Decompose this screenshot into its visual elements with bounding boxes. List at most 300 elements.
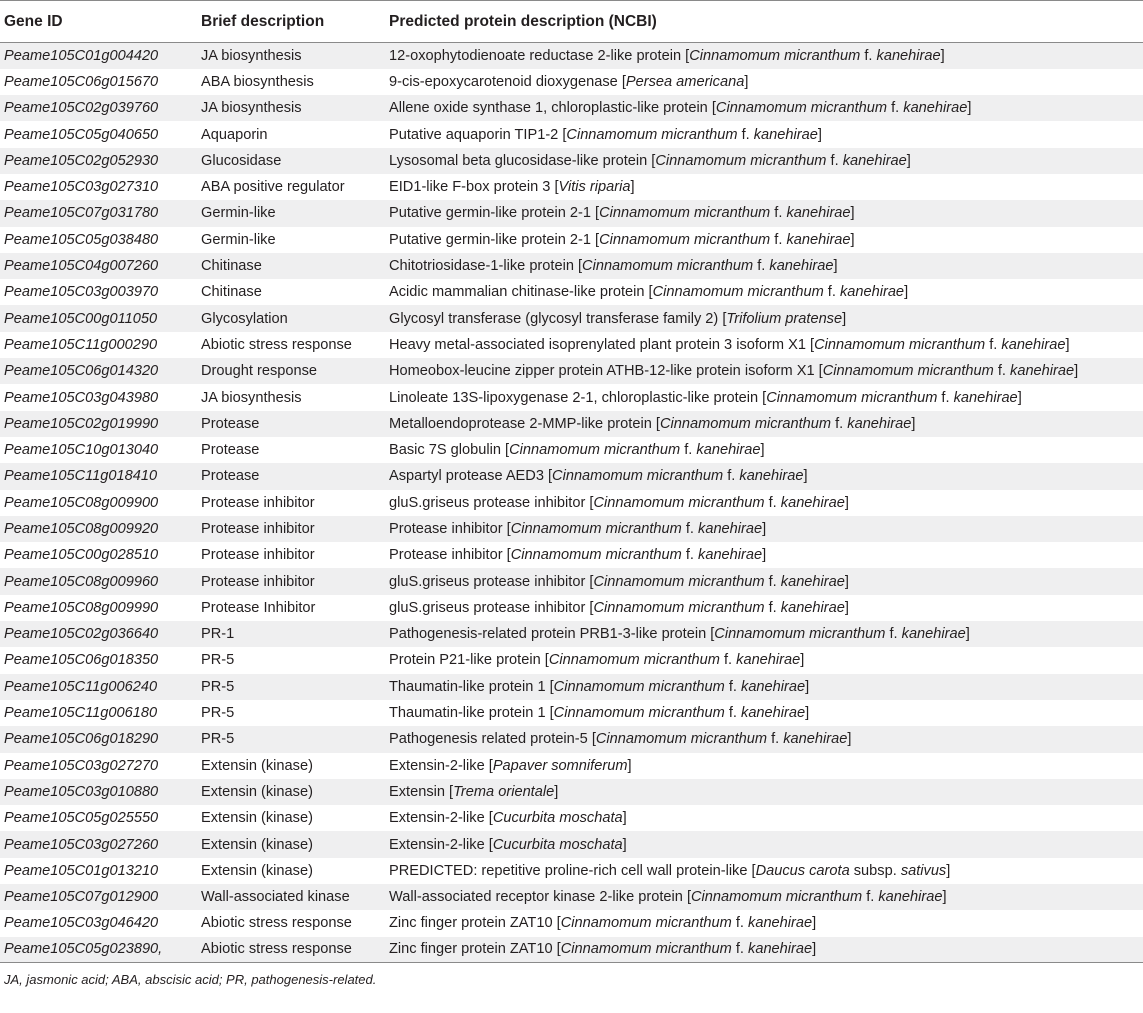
gene-id-cell: Peame105C06g018290 <box>4 731 159 748</box>
brief-description-cell: Chitinase <box>201 258 262 275</box>
protein-name: Zinc finger protein ZAT10 [ <box>389 915 561 932</box>
table-row <box>0 411 1143 437</box>
protein-name: Aspartyl protease AED3 [ <box>389 468 553 485</box>
taxon-rank: f. <box>770 231 787 248</box>
table-row <box>0 463 1143 489</box>
gene-id-cell: Peame105C01g004420 <box>4 47 159 64</box>
closing-bracket: ] <box>1065 336 1070 353</box>
taxon-rank: f. <box>680 442 697 459</box>
protein-name: Allene oxide synthase 1, chloroplastic-like protein [ <box>389 100 716 117</box>
protein-description-cell <box>383 227 1143 253</box>
closing-bracket: ] <box>622 836 627 853</box>
taxon-rank: f. <box>764 599 781 616</box>
protein-description-cell <box>383 568 1143 594</box>
table-row <box>0 910 1143 936</box>
taxon-rank: f. <box>826 152 843 169</box>
protein-name: Protease inhibitor [ <box>389 520 511 537</box>
brief-description-cell: Abiotic stress response <box>201 915 352 932</box>
table-footnote: JA, jasmonic acid; ABA, abscisic acid; PR, pathogenesis-related. <box>4 972 377 988</box>
closing-bracket: ] <box>812 941 817 958</box>
protein-description-cell <box>383 831 1143 857</box>
table-row <box>0 305 1143 331</box>
species-name: Cinnamomum micranthum <box>566 126 738 143</box>
brief-description-cell: PR-1 <box>201 626 235 643</box>
closing-bracket: ] <box>844 494 849 511</box>
species-name: Cinnamomum micranthum <box>552 468 724 485</box>
protein-description-cell <box>383 305 1143 331</box>
infraspecific-name: kanehirae <box>739 468 804 485</box>
brief-description-cell: Protease Inhibitor <box>201 599 316 616</box>
protein-description-cell <box>383 910 1143 936</box>
gene-id-cell: Peame105C11g000290 <box>4 336 158 353</box>
taxon-rank: f. <box>753 258 770 275</box>
species-name: Cinnamomum micranthum <box>652 284 824 301</box>
brief-description-cell: Abiotic stress response <box>197 937 383 963</box>
infraspecific-name: kanehirae <box>876 47 941 64</box>
brief-description-cell: Wall-associated kinase <box>201 889 350 906</box>
table-row <box>0 200 1143 226</box>
protein-name: Protein P21-like protein [ <box>389 652 549 669</box>
protein-name: Basic 7S globulin [ <box>389 442 510 459</box>
taxon-rank: f. <box>731 915 749 932</box>
closing-bracket: ] <box>965 626 970 643</box>
protein-description-cell <box>383 411 1143 437</box>
gene-id-cell: Peame105C02g036640 <box>4 626 159 643</box>
table-row <box>0 858 1143 884</box>
brief-description-cell: Germin-like <box>201 231 276 248</box>
protein-name: Pathogenesis-related protein PRB1-3-like protein [ <box>389 626 715 643</box>
protein-description-cell <box>383 463 1143 489</box>
species-name: Cinnamomum micranthum <box>548 652 720 669</box>
table-row <box>0 227 1143 253</box>
infraspecific-name: kanehirae <box>769 258 834 275</box>
infraspecific-name: kanehirae <box>786 205 851 222</box>
closing-bracket: ] <box>844 599 849 616</box>
header-protein-description: Predicted protein description (NCBI) <box>383 1 1143 43</box>
infraspecific-name: kanehirae <box>1010 363 1075 380</box>
gene-id-cell: Peame105C03g046420 <box>4 915 159 932</box>
taxon-rank: f. <box>770 205 787 222</box>
closing-bracket: ] <box>967 100 972 117</box>
table-row <box>0 700 1143 726</box>
infraspecific-name: kanehirae <box>903 100 968 117</box>
taxon-rank: f. <box>764 494 781 511</box>
brief-description-cell: Chitinase <box>201 284 262 301</box>
protein-name: Putative germin-like protein 2-1 [ <box>389 231 600 248</box>
species-name: Cinnamomum micranthum <box>814 336 986 353</box>
closing-bracket: ] <box>906 152 911 169</box>
table-row <box>0 779 1143 805</box>
closing-bracket: ] <box>805 678 810 695</box>
species-name: Cinnamomum micranthum <box>593 494 765 511</box>
species-name: Papaver somniferum <box>492 757 628 774</box>
infraspecific-name: kanehirae <box>736 652 801 669</box>
gene-id-cell: Peame105C11g018410 <box>4 468 158 485</box>
table-row <box>0 831 1143 857</box>
species-name: Cinnamomum micranthum <box>766 389 938 406</box>
table-row <box>0 279 1143 305</box>
species-name: Cinnamomum micranthum <box>560 941 732 958</box>
header-brief-description: Brief description <box>197 1 383 43</box>
closing-bracket: ] <box>762 547 767 564</box>
table-row <box>0 121 1143 147</box>
gene-id-cell: Peame105C10g013040 <box>4 442 159 459</box>
species-name: Cinnamomum micranthum <box>593 573 765 590</box>
brief-description-cell: Extensin (kinase) <box>201 862 313 879</box>
infraspecific-name: kanehirae <box>753 126 818 143</box>
brief-description-cell: Glucosidase <box>201 152 282 169</box>
species-name: Cinnamomum micranthum <box>599 231 771 248</box>
table-row <box>0 805 1143 831</box>
infraspecific-name: kanehirae <box>741 678 806 695</box>
closing-bracket: ] <box>904 284 909 301</box>
species-name: Cinnamomum micranthum <box>510 520 682 537</box>
gene-id-cell: Peame105C08g009990 <box>4 599 159 616</box>
gene-id-cell: Peame105C08g009960 <box>4 573 159 590</box>
table-row <box>0 490 1143 516</box>
brief-description-cell: ABA biosynthesis <box>201 73 314 90</box>
taxon-rank: f. <box>737 126 754 143</box>
table-row <box>0 568 1143 594</box>
protein-name: Extensin-2-like [ <box>389 757 493 774</box>
species-name: Cucurbita moschata <box>492 836 623 853</box>
species-name: Cinnamomum micranthum <box>593 599 765 616</box>
species-name: Cinnamomum micranthum <box>553 678 725 695</box>
closing-bracket: ] <box>833 258 838 275</box>
taxon-rank: f. <box>681 520 699 537</box>
protein-name: Extensin-2-like [ <box>389 836 493 853</box>
table-row <box>0 437 1143 463</box>
protein-name: Chitotriosidase-1-like protein [ <box>389 258 583 275</box>
protein-name: gluS.griseus protease inhibitor [ <box>389 599 594 616</box>
closing-bracket: ] <box>942 889 947 906</box>
taxon-rank: f. <box>731 941 749 958</box>
closing-bracket: ] <box>940 47 945 64</box>
infraspecific-name: kanehirae <box>842 152 907 169</box>
closing-bracket: ] <box>803 468 808 485</box>
taxon-rank: f. <box>985 336 1002 353</box>
gene-id-cell: Peame105C00g011050 <box>4 310 158 327</box>
species-name: Cinnamomum micranthum <box>822 363 994 380</box>
species-name: Cinnamomum micranthum <box>599 205 771 222</box>
protein-description-cell <box>383 858 1143 884</box>
protein-description-cell <box>383 253 1143 279</box>
gene-id-cell: Peame105C05g023890, <box>0 937 197 963</box>
protein-name: Protease inhibitor [ <box>389 547 511 564</box>
header-row <box>0 1 1143 43</box>
closing-bracket: ] <box>842 310 847 327</box>
table-row <box>0 726 1143 752</box>
header-gene-id: Gene ID <box>0 1 197 43</box>
closing-bracket: ] <box>850 231 855 248</box>
protein-description-cell <box>383 647 1143 673</box>
closing-bracket: ] <box>1074 363 1079 380</box>
taxon-rank: f. <box>724 678 742 695</box>
species-name: Cinnamomum micranthum <box>655 152 827 169</box>
species-name: Cinnamomum micranthum <box>510 547 682 564</box>
protein-description-cell <box>383 384 1143 410</box>
species-name: Cinnamomum micranthum <box>595 731 768 748</box>
protein-description-cell <box>383 937 1143 963</box>
infraspecific-name: kanehirae <box>839 284 905 301</box>
table-row <box>0 937 1143 963</box>
infraspecific-name: kanehirae <box>748 941 813 958</box>
gene-id-cell: Peame105C03g027260 <box>4 836 159 853</box>
protein-description-cell <box>383 490 1143 516</box>
taxon-rank: f. <box>862 889 879 906</box>
brief-description-cell: Protease inhibitor <box>201 494 315 511</box>
brief-description-cell: PR-5 <box>201 678 235 695</box>
taxon-rank: f. <box>724 705 742 722</box>
protein-description-cell <box>383 542 1143 568</box>
protein-name: Putative germin-like protein 2-1 [ <box>389 205 600 222</box>
closing-bracket: ] <box>850 205 855 222</box>
taxon-rank: f. <box>719 652 737 669</box>
brief-description-cell: PR-5 <box>201 652 235 669</box>
closing-bracket: ] <box>844 573 849 590</box>
table-row <box>0 884 1143 910</box>
infraspecific-name: kanehirae <box>953 389 1018 406</box>
infraspecific-name: kanehirae <box>901 626 966 643</box>
protein-description-cell <box>383 700 1143 726</box>
table-row <box>0 174 1143 200</box>
gene-id-cell: Peame105C11g006180 <box>4 705 158 722</box>
table-row <box>0 647 1143 673</box>
taxon-rank: f. <box>831 415 848 432</box>
gene-id-cell: Peame105C00g028510 <box>4 547 159 564</box>
infraspecific-name: kanehirae <box>783 731 848 748</box>
infraspecific-name: kanehirae <box>780 573 845 590</box>
closing-bracket: ] <box>760 442 765 459</box>
infraspecific-name: kanehirae <box>780 599 845 616</box>
closing-bracket: ] <box>847 731 852 748</box>
table-row <box>0 384 1143 410</box>
protein-description-cell <box>383 121 1143 147</box>
taxon-rank: subsp. <box>849 862 901 879</box>
table-body <box>0 43 1143 963</box>
closing-bracket: ] <box>800 652 805 669</box>
taxon-rank: f. <box>993 363 1011 380</box>
protein-name: Linoleate 13S-lipoxygenase 2-1, chloroplastic-like protein [ <box>389 389 767 406</box>
infraspecific-name: kanehirae <box>847 415 912 432</box>
protein-description-cell <box>383 200 1143 226</box>
table-row <box>0 358 1143 384</box>
closing-bracket: ] <box>622 810 627 827</box>
protein-description-cell <box>383 174 1143 200</box>
gene-id-cell: Peame105C05g038480 <box>4 231 159 248</box>
taxon-rank: f. <box>887 100 904 117</box>
protein-name: Extensin-2-like [ <box>389 810 493 827</box>
table-row <box>0 753 1143 779</box>
infraspecific-name: sativus <box>900 862 947 879</box>
protein-name: Acidic mammalian chitinase-like protein [ <box>389 284 653 301</box>
protein-description-cell <box>383 753 1143 779</box>
protein-name: Wall-associated receptor kinase 2-like protein [ <box>389 889 692 906</box>
taxon-rank: f. <box>860 47 877 64</box>
brief-description-cell: Extensin (kinase) <box>201 757 313 774</box>
closing-bracket: ] <box>812 915 817 932</box>
protein-description-cell <box>383 884 1143 910</box>
protein-description-cell <box>383 95 1143 121</box>
species-name: Cinnamomum micranthum <box>560 915 732 932</box>
brief-description-cell: Extensin (kinase) <box>201 783 313 800</box>
protein-name: Zinc finger protein ZAT10 [ <box>389 941 561 958</box>
gene-id-cell: Peame105C05g025550 <box>4 810 159 827</box>
brief-description-cell: Abiotic stress response <box>201 336 352 353</box>
gene-id-cell: Peame105C06g015670 <box>4 73 159 90</box>
table-row <box>0 674 1143 700</box>
gene-id-cell: Peame105C04g007260 <box>4 258 159 275</box>
protein-description-cell <box>383 69 1143 95</box>
protein-description-cell <box>383 595 1143 621</box>
brief-description-cell: Protease <box>201 415 260 432</box>
protein-name: 9-cis-epoxycarotenoid dioxygenase [ <box>389 73 626 90</box>
table-row <box>0 332 1143 358</box>
protein-name: Extensin [ <box>389 783 454 800</box>
gene-id-cell: Peame105C07g012900 <box>4 889 159 906</box>
brief-description-cell: Extensin (kinase) <box>201 810 313 827</box>
protein-description-cell <box>383 516 1143 542</box>
protein-description-cell <box>383 621 1143 647</box>
infraspecific-name: kanehirae <box>780 494 845 511</box>
protein-name: Heavy metal-associated isoprenylated plant protein 3 isoform X1 [ <box>389 336 815 353</box>
gene-id-cell: Peame105C06g014320 <box>4 363 159 380</box>
table-row <box>0 595 1143 621</box>
protein-name: Metalloendoprotease 2-MMP-like protein [ <box>389 415 660 432</box>
protein-description-cell <box>383 726 1143 752</box>
table-row <box>0 253 1143 279</box>
gene-id-cell: Peame105C08g009920 <box>4 520 159 537</box>
species-name: Cinnamomum micranthum <box>689 47 861 64</box>
protein-description-cell <box>383 437 1143 463</box>
gene-id-cell: Peame105C02g019990 <box>4 415 159 432</box>
table-header <box>0 1 1143 43</box>
closing-bracket: ] <box>805 705 810 722</box>
protein-name: gluS.griseus protease inhibitor [ <box>389 494 594 511</box>
brief-description-cell: Protease inhibitor <box>201 573 315 590</box>
brief-description-cell: JA biosynthesis <box>201 389 302 406</box>
species-name: Cinnamomum micranthum <box>582 258 754 275</box>
taxon-rank: f. <box>764 573 781 590</box>
species-name: Cinnamomum micranthum <box>509 442 681 459</box>
taxon-rank: f. <box>681 547 699 564</box>
brief-description-cell: JA biosynthesis <box>201 100 302 117</box>
table-row <box>0 516 1143 542</box>
infraspecific-name: kanehirae <box>748 915 813 932</box>
taxon-rank: f. <box>885 626 902 643</box>
closing-bracket: ] <box>762 520 767 537</box>
taxon-rank: f. <box>937 389 954 406</box>
species-name: Trema orientale <box>453 783 555 800</box>
species-name: Persea americana <box>625 73 745 90</box>
protein-name: EID1-like F-box protein 3 [ <box>389 179 559 196</box>
brief-description-cell: Germin-like <box>201 205 276 222</box>
table-row <box>0 69 1143 95</box>
brief-description-cell: ABA positive regulator <box>201 179 345 196</box>
gene-id-cell: Peame105C02g039760 <box>4 100 159 117</box>
gene-id-cell: Peame105C02g052930 <box>4 152 159 169</box>
species-name: Cinnamomum micranthum <box>715 100 888 117</box>
infraspecific-name: kanehirae <box>741 705 806 722</box>
gene-id-cell: Peame105C03g027310 <box>4 179 159 196</box>
protein-description-cell <box>383 43 1143 69</box>
protein-name: PREDICTED: repetitive proline-rich cell wall protein-like [ <box>389 862 756 879</box>
species-name: Cinnamomum micranthum <box>659 415 832 432</box>
brief-description-cell: Drought response <box>201 363 318 380</box>
protein-description-cell <box>383 358 1143 384</box>
gene-id-cell: Peame105C03g027270 <box>4 757 159 774</box>
table-row <box>0 43 1143 69</box>
brief-description-cell: Protease inhibitor <box>201 547 315 564</box>
closing-bracket: ] <box>817 126 822 143</box>
species-name: Cinnamomum micranthum <box>553 705 725 722</box>
taxon-rank: f. <box>823 284 840 301</box>
infraspecific-name: kanehirae <box>878 889 943 906</box>
closing-bracket: ] <box>627 757 632 774</box>
brief-description-cell: Aquaporin <box>201 126 268 143</box>
protein-description-cell <box>383 332 1143 358</box>
brief-description-cell: Protease <box>201 442 260 459</box>
closing-bracket: ] <box>946 862 951 879</box>
table-row <box>0 621 1143 647</box>
closing-bracket: ] <box>554 783 559 800</box>
protein-name: Homeobox-leucine zipper protein ATHB-12-like protein isoform X1 [ <box>389 363 823 380</box>
protein-description-cell <box>383 279 1143 305</box>
species-name: Daucus carota <box>755 862 850 879</box>
taxon-rank: f. <box>723 468 740 485</box>
brief-description-cell: Protease inhibitor <box>201 520 315 537</box>
protein-name: Pathogenesis related protein-5 [ <box>389 731 596 748</box>
gene-id-cell: Peame105C05g040650 <box>4 126 159 143</box>
gene-id-cell: Peame105C01g013210 <box>4 862 159 879</box>
gene-id-cell: Peame105C07g031780 <box>4 205 159 222</box>
infraspecific-name: kanehirae <box>786 231 851 248</box>
gene-id-cell: Peame105C03g010880 <box>4 783 159 800</box>
gene-id-cell: Peame105C06g018350 <box>4 652 159 669</box>
gene-id-cell: Peame105C03g043980 <box>4 389 159 406</box>
protein-description-cell <box>383 779 1143 805</box>
protein-description-cell <box>383 148 1143 174</box>
species-name: Cinnamomum micranthum <box>691 889 863 906</box>
infraspecific-name: kanehirae <box>1001 336 1066 353</box>
closing-bracket: ] <box>630 179 635 196</box>
species-name: Cinnamomum micranthum <box>714 626 886 643</box>
brief-description-cell: Glycosylation <box>201 310 288 327</box>
brief-description-cell: Protease <box>201 468 260 485</box>
taxon-rank: f. <box>767 731 784 748</box>
closing-bracket: ] <box>1017 389 1022 406</box>
protein-name: Putative aquaporin TIP1-2 [ <box>389 126 567 143</box>
infraspecific-name: kanehirae <box>696 442 761 459</box>
infraspecific-name: kanehirae <box>698 547 763 564</box>
brief-description-cell: JA biosynthesis <box>201 47 302 64</box>
protein-name: Thaumatin-like protein 1 [ <box>389 678 554 695</box>
closing-bracket: ] <box>744 73 749 90</box>
protein-description-cell <box>383 674 1143 700</box>
protein-description-cell <box>383 805 1143 831</box>
protein-name: Lysosomal beta glucosidase-like protein [ <box>389 152 656 169</box>
brief-description-cell: PR-5 <box>201 705 235 722</box>
gene-id-cell: Peame105C08g009900 <box>4 494 159 511</box>
protein-name: Glycosyl transferase (glycosyl transferase family 2) [ <box>389 310 727 327</box>
closing-bracket: ] <box>911 415 916 432</box>
protein-name: 12-oxophytodienoate reductase 2-like protein [ <box>389 47 690 64</box>
infraspecific-name: kanehirae <box>698 520 763 537</box>
table-row <box>0 95 1143 121</box>
species-name: Cucurbita moschata <box>492 810 623 827</box>
species-name: Vitis riparia <box>558 179 631 196</box>
gene-id-cell: Peame105C11g006240 <box>4 678 158 695</box>
